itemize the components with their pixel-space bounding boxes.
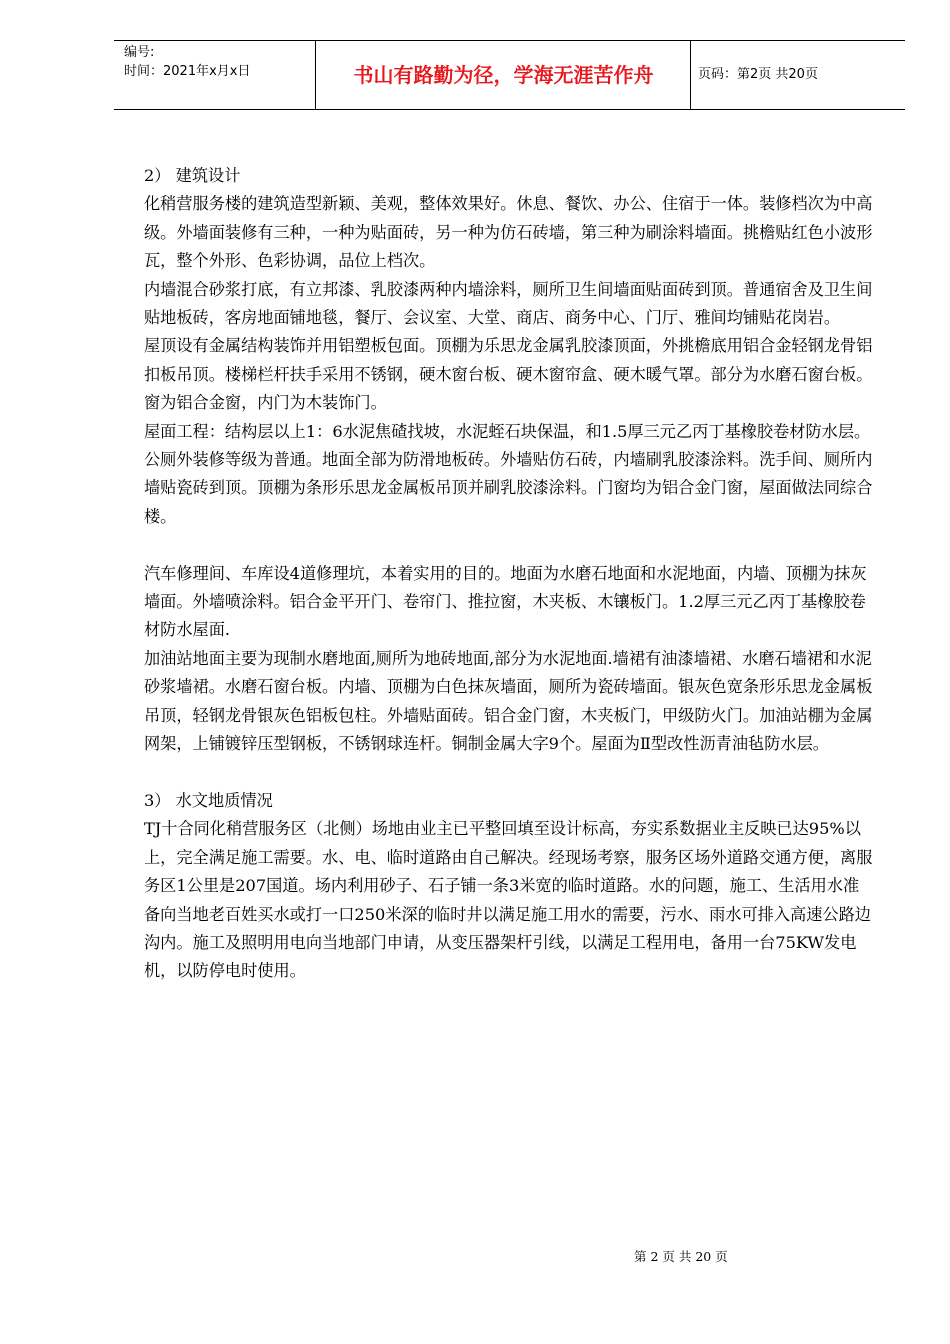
page-header — [114, 40, 905, 110]
header-divider — [315, 41, 316, 109]
paragraph: 屋顶设有金属结构装饰并用铝塑板包面。顶棚为乐思龙金属乳胶漆顶面，外挑檐底用铝合金轻钢龙骨铝扣板吊顶。楼梯栏杆扶手采用不锈钢，硬木窗台板、硬木窗帘盒、硬木暖气罩。部分为水磨石窗台板。 — [144, 336, 873, 384]
paragraph: TJ十合同化稍营服务区（北侧）场地由业主已平整回填至设计标高，夯实系数据业主反映已达95%以上，完全满足施工需要。水、电、临时道路由自己解决。经现场考察，服务区场外道路交通方便，离服务区1公里是207国道。场内利用砂子、石子铺一条3米宽的临时道路。水的问题，施工、生活用水准备向当地老百姓买水或打一口250米深的临时井以满足施工用水的需要，污水、雨水可排入高速公路边沟内。施工及照明用电向当地部门申请，从变压器架杆引线，以满足工程用电，备用一台75KW发电机，以防停电时使用。 — [144, 819, 873, 981]
paragraph: 公厕外装修等级为普通。地面全部为防滑地板砖。外墙贴仿石砖，内墙刷乳胶漆涂料。洗手间、厕所内墙贴瓷砖到顶。顶棚为条形乐思龙金属板吊顶并刷乳胶漆涂料。门窗均为铝合金门窗，屋面做法同综合楼。 — [144, 450, 873, 526]
time-label: 时间：2021年x月x日 — [124, 64, 251, 79]
paragraph: 化稍营服务楼的建筑造型新颖、美观，整体效果好。休息、餐饮、办公、住宿于一体。装修档次为中高级。外墙面装修有三种，一种为贴面砖，另一种为仿石砖墙，第三种为刷涂料墙面。挑檐贴红色小波形瓦，整个外形、色彩协调，品位上档次。 — [144, 194, 873, 271]
paragraph: 屋面工程：结构层以上1：6水泥焦碴找坡，水泥蛭石块保温，和1.5厚三元乙丙丁基橡胶卷材防水层。 — [144, 421, 871, 441]
document-body — [144, 162, 874, 986]
page-footer: 第 2 页 共 20 页 — [634, 1249, 728, 1264]
paragraph: 内墙混合砂浆打底，有立邦漆、乳胶漆两种内墙涂料，厕所卫生间墙面贴面砖到顶。普通宿舍及卫生间贴地板砖，客房地面铺地毯，餐厅、会议室、大堂、商店、商务中心、门厅、雅间均铺贴花岗岩。 — [144, 279, 873, 328]
blank-line — [144, 531, 874, 559]
section-heading: 3） 水文地质情况 — [144, 790, 273, 810]
paragraph: 窗为铝合金窗，内门为木装饰门。 — [144, 393, 387, 413]
header-meta — [124, 43, 250, 81]
header-page-number: 页码：第2页 共20页 — [698, 67, 818, 82]
paragraph: 加油站地面主要为现制水磨地面,厕所为地砖地面,部分为水泥地面.墙裙有油漆墙裙、水磨石墙裙和水泥砂浆墙裙。水磨石窗台板。内墙、顶棚为白色抹灰墙面，厕所为瓷砖墙面。银灰色宽条形乐思龙金属板吊顶，轻钢龙骨银灰色铝板包柱。外墙贴面砖。铝合金门窗，木夹板门，甲级防火门。加油站棚为金属网架，上铺镀锌压型钢板，不锈钢球连杆。铜制金属大字9个。屋面为Ⅱ型改性沥青油毡防水层。 — [144, 648, 873, 754]
paragraph: 汽车修理间、车库设4道修理坑，本着实用的目的。地面为水磨石地面和水泥地面，内墙、顶棚为抹灰墙面。外墙喷涂料。铝合金平开门、卷帘门、推拉窗，木夹板、木镶板门。1.2厚三元乙丙丁基橡胶卷材防水屋面. — [144, 563, 867, 640]
blank-line — [144, 759, 874, 787]
header-motto: 书山有路勤为径，学海无涯苦作舟 — [353, 63, 654, 87]
number-label: 编号: — [124, 45, 155, 60]
header-divider — [690, 41, 691, 109]
section-heading: 2） 建筑设计 — [144, 166, 241, 185]
